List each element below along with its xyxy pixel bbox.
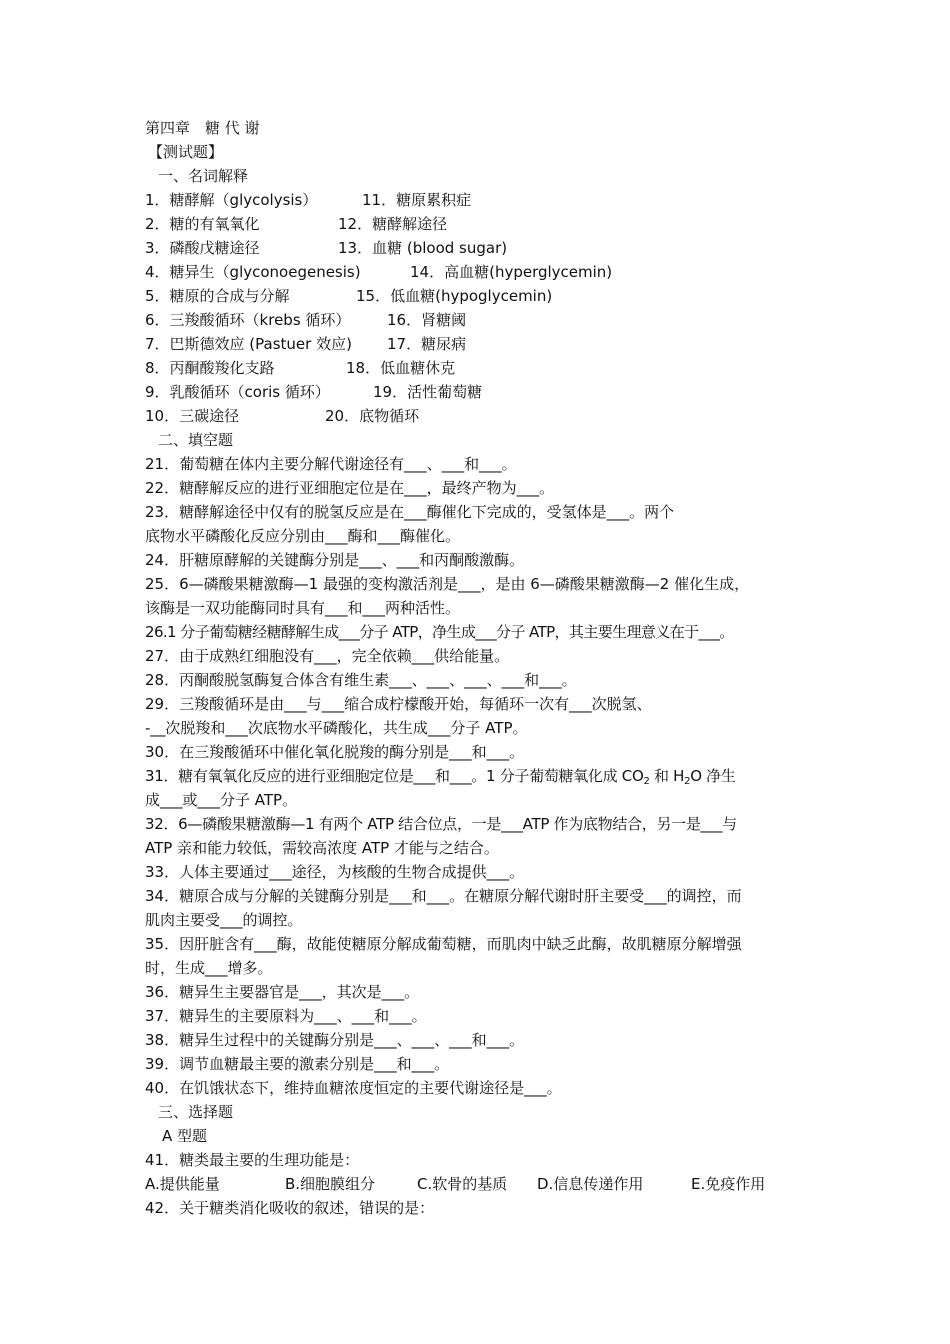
- question-line: 35．因肝脏含有___酶，故能使糖原分解成葡萄糖，而肌肉中缺乏此酶，故肌糖原分解增强: [145, 935, 742, 953]
- term-row: [145, 188, 815, 212]
- option-a: A.提供能量: [145, 1175, 220, 1193]
- question-line: 36．糖异生主要器官是___，其次是___。: [145, 983, 420, 1001]
- option-e: E.免疫作用: [691, 1175, 766, 1193]
- question-line: 24．肝糖原酵解的关键酶分别是___、___和丙酮酸激酶。: [145, 551, 525, 569]
- term-row: [145, 212, 815, 236]
- term-item: 17．糖尿病: [387, 335, 467, 353]
- question-line: 29．三羧酸循环是由___与___缩合成柠檬酸开始，每循环一次有___次脱氢、: [145, 695, 652, 713]
- question-line: 25．6—磷酸果糖激酶—1 最强的变构激活剂是___，是由 6—磷酸果糖激酶—2 催化生成，: [145, 575, 750, 593]
- question-line: 27．由于成熟红细胞没有___，完全依赖___供给能量。: [145, 647, 510, 665]
- part1-heading: 一、名词解释: [158, 167, 249, 185]
- term-item: 7．巴斯德效应 (Pastuer 效应): [145, 335, 352, 353]
- question-line: 33．人体主要通过___途径，为核酸的生物合成提供___。: [145, 863, 525, 881]
- question-line: 39．调节血糖最主要的激素分别是___和___。: [145, 1055, 450, 1073]
- term-item: 9．乳酸循环（coris 循环）: [145, 383, 330, 401]
- question-line: 28．丙酮酸脱氢酶复合体含有维生素___、___、___、___和___。: [145, 671, 577, 689]
- term-item: 19．活性葡萄糖: [373, 383, 483, 401]
- question-line: 该酶是一双功能酶同时具有___和___两种活性。: [145, 599, 461, 617]
- part3-subheading: A 型题: [162, 1127, 208, 1145]
- term-item: 2．糖的有氧氧化: [145, 215, 260, 233]
- term-item: 8．丙酮酸羧化支路: [145, 359, 275, 377]
- question-line: 42．关于糖类消化吸收的叙述，错误的是：: [145, 1199, 435, 1217]
- question-line: 38．糖异生过程中的关键酶分别是___、___、___和___。: [145, 1031, 525, 1049]
- option-b: B.细胞膜组分: [285, 1175, 376, 1193]
- term-row: [145, 356, 815, 380]
- term-item: 18．低血糖休克: [346, 359, 456, 377]
- term-item: 3．磷酸戊糖途径: [145, 239, 260, 257]
- term-item: 1．糖酵解（glycolysis）: [145, 191, 318, 209]
- question-line: 底物水平磷酸化反应分别由___酶和___酶催化。: [145, 527, 461, 545]
- term-row: [145, 404, 815, 428]
- term-item: 6．三羧酸循环（krebs 循环）: [145, 311, 351, 329]
- question-line: 41．糖类最主要的生理功能是：: [145, 1151, 360, 1169]
- question-line: ATP 亲和能力较低，需较高浓度 ATP 才能与之结合。: [145, 839, 499, 857]
- option-c: C.软骨的基质: [417, 1175, 508, 1193]
- term-item: 10．三碳途径: [145, 407, 240, 425]
- term-row: [145, 236, 815, 260]
- question-line: 26.1 分子葡萄糖经糖酵解生成___分子 ATP，净生成___分子 ATP，其主要生理意义在于___。: [145, 623, 734, 641]
- term-item: 20．底物循环: [325, 407, 420, 425]
- question-line: 23．糖酵解途径中仅有的脱氢反应是在___酶催化下完成的，受氢体是___。两个: [145, 503, 675, 521]
- question-line: 31．糖有氧氧化反应的进行亚细胞定位是___和___。1 分子葡萄糖氧化成 $CO_2$ 和 $H_2O$ 净生: [145, 767, 736, 787]
- question-line: 32．6—磷酸果糖激酶—1 有两个 ATP 结合位点，一是___ATP 作为底物结合，另一是___与: [145, 815, 737, 833]
- part3-heading: 三、选择题: [158, 1103, 234, 1121]
- question-line: 成___或___分子 ATP。: [145, 791, 298, 809]
- term-row: [145, 332, 815, 356]
- question-line: 22．糖酵解反应的进行亚细胞定位是在___，最终产物为___。: [145, 479, 555, 497]
- question-line: -__次脱羧和___次底物水平磷酸化，共生成___分子 ATP。: [145, 719, 528, 737]
- question-line: 40．在饥饿状态下，维持血糖浓度恒定的主要代谢途径是___。: [145, 1079, 562, 1097]
- question-line: 时，生成___增多。: [145, 959, 273, 977]
- question-line: 30．在三羧酸循环中催化氧化脱羧的酶分别是___和___。: [145, 743, 525, 761]
- question-line: 21．葡萄糖在体内主要分解代谢途径有___、___和___。: [145, 455, 517, 473]
- term-item: 14．高血糖(hyperglycemin): [410, 263, 613, 281]
- term-item: 4．糖异生（glyconoegenesis): [145, 263, 361, 281]
- term-item: 16．肾糖阈: [387, 311, 467, 329]
- term-item: 12．糖酵解途径: [338, 215, 448, 233]
- question-line: 34．糖原合成与分解的关键酶分别是___和___。在糖原分解代谢时肝主要受___的调控，而: [145, 887, 742, 905]
- term-item: 5．糖原的合成与分解: [145, 287, 290, 305]
- term-row: [145, 380, 815, 404]
- chapter-title: 第四章 糖 代 谢: [145, 119, 260, 137]
- question-line: 肌肉主要受___的调控。: [145, 911, 303, 929]
- term-item: 15．低血糖(hypoglycemin): [356, 287, 553, 305]
- term-row: [145, 308, 815, 332]
- question-line: 37．糖异生的主要原料为___、___和___。: [145, 1007, 427, 1025]
- section-label: 【测试题】: [148, 143, 224, 161]
- term-row: [145, 284, 815, 308]
- term-row: [145, 260, 815, 284]
- option-d: D.信息传递作用: [537, 1175, 644, 1193]
- part2-heading: 二、填空题: [158, 431, 234, 449]
- term-item: 13．血糖 (blood sugar): [338, 239, 508, 257]
- term-item: 11．糖原累积症: [362, 191, 472, 209]
